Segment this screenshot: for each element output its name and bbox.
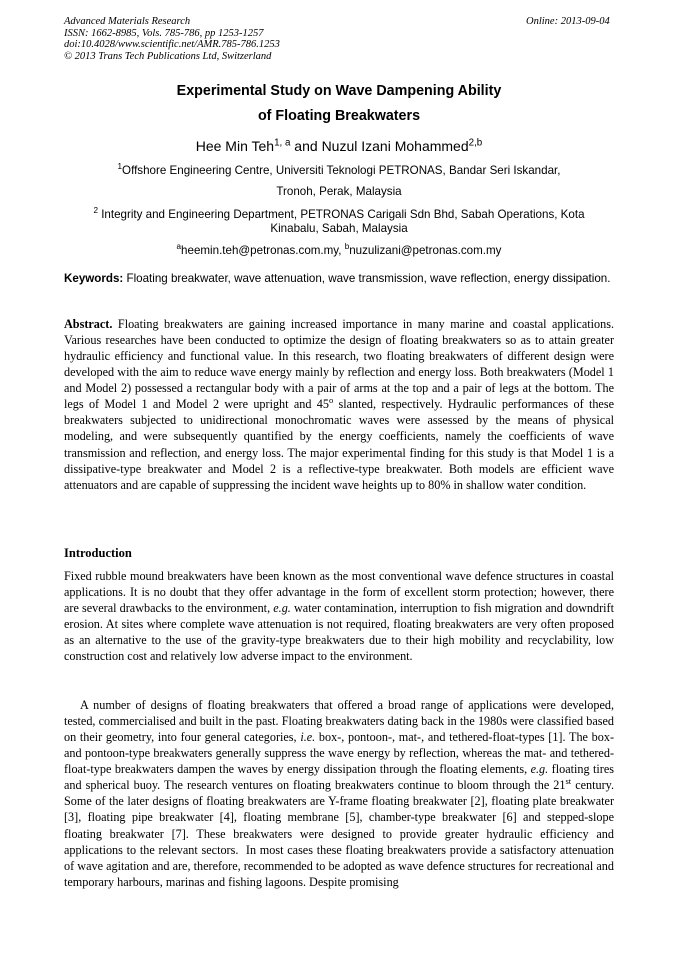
author-1-affiliation-mark: 1, a: [274, 137, 291, 149]
century-ordinal-mark: st: [565, 776, 572, 787]
author-list: [64, 138, 614, 154]
intro-p2-ie: i.e.: [300, 730, 316, 745]
email-a-mark: a: [176, 242, 182, 252]
author-conjunction: and: [290, 138, 322, 154]
intro-p2-eg: e.g.: [530, 762, 549, 777]
journal-name: Advanced Materials Research: [64, 16, 191, 27]
intro-p1-text-a: Fixed rubble mound breakwaters have been known as the most conventional wave defence structures in coastal applications. It is no doubt that they offer advantage in the form of excellent storm protection; however, there are several drawbacks to the environment,: [64, 569, 614, 616]
journal-issn: ISSN: 1662-8985, Vols. 785-786, pp 1253-1257: [64, 27, 264, 39]
keywords-text: Floating breakwater, wave attenuation, wave transmission, wave reflection, energy dissipation.: [123, 272, 611, 285]
author-1: Hee Min Teh: [195, 138, 275, 154]
abstract-label: Abstract.: [64, 317, 113, 331]
email-b-mark: b: [344, 242, 350, 252]
introduction-paragraph-2: [64, 697, 621, 890]
email-b: nuzulizani@petronas.com.my: [349, 244, 502, 257]
abstract-text-2: slanted, respectively. Hydraulic performances of these breakwaters subjected to unidirectional monochromatic waves were assessed by the means of physical modeling, and were subsequently quantified by the energy coefficients, namely the coefficients of wave transmission and reflection, and energy loss. The major experimental finding for this study is that Model 1 is a dissipative-type breakwater and Model 2 is a reflective-type breakwater. Both models are efficient wave attenuators and are capable of suppressing the incident wave heights up to 80% in shallow water condition.: [64, 397, 614, 492]
abstract: [64, 316, 614, 493]
intro-p1-text-b: water contamination, interruption to fish migration and downdrift erosion. At sites where complete wave attenuation is not required, floating breakwaters are very often proposed as an alternative to the use of the gravity-type breakwaters due to their high mobility and recyclability, low construction cost and relatively low adverse impact to the environment.: [64, 601, 615, 664]
intro-p2-text-a: A number of designs of floating breakwaters that offered a broad range of applications were developed, tested, commercialised and built in the past. Floating breakwaters dating back in the 1980s were classified based on their geometry, into four general categories,: [64, 698, 614, 745]
online-date: Online: 2013-09-04: [526, 16, 610, 27]
email-a: heemin.teh@petronas.com.my,: [181, 244, 345, 257]
degree-mark: o: [328, 395, 334, 406]
author-2-affiliation-mark: 2,b: [468, 137, 483, 149]
abstract-text-1: Floating breakwaters are gaining increased importance in many marine and coastal applications. Various researches have been conducted to optimize the design of floating breakwaters so as to attain greater hydraulic efficiency and functional value. In this research, two floating breakwaters of different design were developed with the aim to reduce wave energy mainly by reflection and energy loss. Both breakwaters (Model 1 and Model 2) possessed a rectangular body with a pair of arms at the top and a pair of legs at the bottom. The legs of Model 1 and Model 2 were upright and 45: [64, 317, 614, 412]
intro-p1-eg: e.g.: [273, 601, 291, 616]
paper-title-line-1: Experimental Study on Wave Dampening Ability: [176, 83, 502, 99]
paper-title-line-2: of Floating Breakwaters: [257, 108, 421, 124]
journal-doi: doi:10.4028/www.scientific.net/AMR.785-786.1253: [64, 39, 280, 50]
section-heading-introduction: Introduction: [64, 546, 132, 560]
introduction-paragraph-1: [64, 568, 614, 664]
author-emails: [64, 244, 614, 258]
affiliation-2-line-1: Integrity and Engineering Department, PETRONAS Carigali Sdn Bhd, Sabah Operations, Kota: [97, 208, 585, 221]
affiliation-1-mark: 1: [117, 162, 123, 172]
affiliation-2: [64, 208, 614, 236]
affiliation-1: [64, 164, 614, 199]
affiliation-2-line-2: Kinabalu, Sabah, Malaysia: [270, 222, 408, 235]
keywords: [64, 272, 614, 287]
affiliation-2-mark: 2: [93, 206, 98, 216]
intro-p2-text-d: century. Some of the later designs of floating breakwaters are Y-frame floating breakwater [2], floating plate breakwater [3], floating pipe breakwater [4], floating membrane [5], chamber-type breakwater [6] and stepped-slope floating breakwater [7]. These breakwaters were designed to provide greater hydraulic efficiency and applications to the relevant sectors. In most cases these floating breakwaters provide a satisfactory attenuation of wave agitation and are, therefore, recommended to be adopted as wave defence structures for recreational and temporary harbours, marinas and fishing lagoons. Despite promising: [64, 778, 621, 889]
intro-p2-text-b: box-, pontoon-, mat-, and tethered-float-types [1]. The box- and pontoon-type breakwaters generally suppress the wave energy by reflection, whereas the mat- and tethered-float-type breakwaters dampen the waves by energy dissipation through the floating elements,: [64, 730, 615, 777]
affiliation-1-line-2: Tronoh, Perak, Malaysia: [276, 185, 402, 198]
journal-copyright: © 2013 Trans Tech Publications Ltd, Switzerland: [64, 50, 272, 62]
author-2: Nuzul Izani Mohammed: [321, 138, 469, 154]
affiliation-1-line-1: Offshore Engineering Centre, Universiti Teknologi PETRONAS, Bandar Seri Iskandar,: [122, 164, 561, 177]
keywords-label: Keywords:: [64, 272, 124, 285]
intro-p2-text-c: floating tires and spherical buoy. The research ventures on floating breakwaters continue to bloom through the 21: [64, 762, 614, 793]
journal-header: [64, 16, 280, 62]
